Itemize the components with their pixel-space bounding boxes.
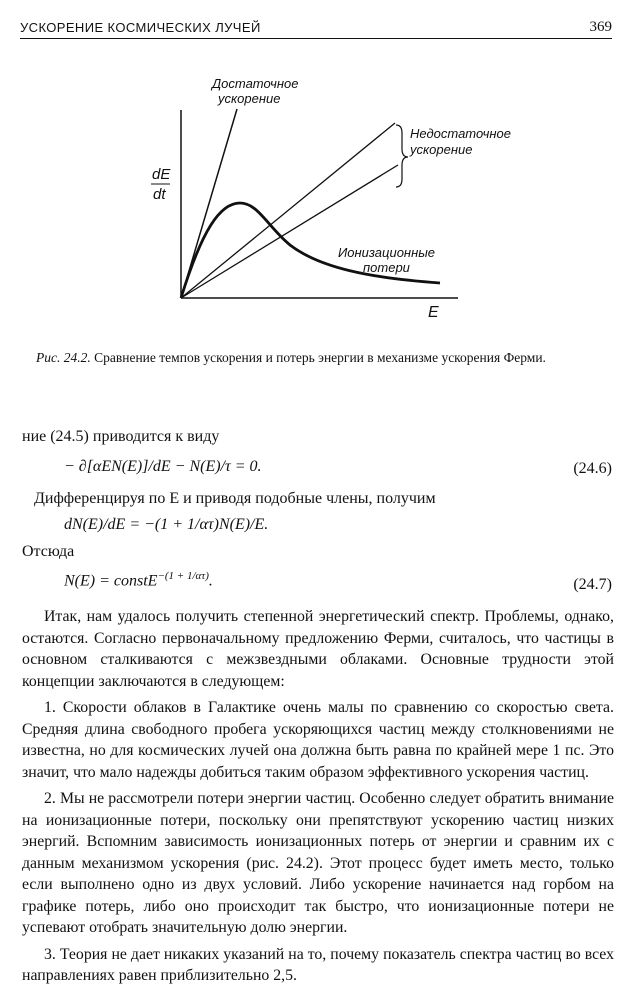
- label-ionization-1: Ионизационные: [338, 245, 436, 260]
- figure-caption: [36, 349, 596, 367]
- y-label-bottom: dt: [153, 186, 166, 203]
- page-number: 369: [589, 19, 612, 35]
- paragraph-2: 1. Скорости облаков в Галактике очень малы по сравнению со скоростью света. Средняя длина свободного пробега ускоряющихся частиц между столкновениями не известна, но для космических лучей она должна быть равна по крайней мере 1 пс. Это значит, что мало надежды добиться таким образом эффективного ускорения частиц.: [22, 699, 614, 781]
- equation-24-7: [64, 570, 213, 590]
- x-label: E: [428, 304, 439, 321]
- hence-text: Отсюда: [22, 543, 75, 560]
- paragraph-1: Итак, нам удалось получить степенной энергетический спектр. Проблемы, однако, остаются. Согласно первоначальному предложению Ферми, считалось, что частицы в основном сталкиваются с межзвездными облаками. Основные трудности этой концепции заключаются в следующем:: [22, 608, 614, 690]
- label-insufficient-1: Недостаточное: [410, 126, 511, 141]
- differentiation-text: Дифференцируя по E и приводя подобные члены, получим: [34, 490, 436, 507]
- paragraph-3: 2. Мы не рассмотрели потери энергии частиц. Особенно следует обратить внимание на ионизационные потери, поскольку они препятствуют ускорению частиц низких энергий. Вспомним зависимость ионизационных потерь от энергии и сравним их с данным механизмом ускорения (рис. 24.2). Этот процесс будет иметь место, только если выполнено одно из двух условий. Либо ускорение начинается над горбом на графике потерь, либо оно происходит так быстро, что ионизационные потери не успевают отобрать значительную долю энергии.: [22, 790, 614, 936]
- running-header: [20, 18, 612, 39]
- y-label-top: dE: [152, 166, 171, 183]
- insufficient-acceleration-line-2: [181, 165, 398, 298]
- equation-24-7-exponent: −(1 + 1/ατ): [157, 570, 209, 582]
- equation-number-24-7: (24.7): [573, 576, 612, 593]
- equation-24-7-end: .: [208, 572, 213, 590]
- figure-acceleration-vs-losses: [140, 65, 511, 335]
- paragraph-4: 3. Теория не дает никаких указаний на то, почему показатель спектра частиц во всех направлениях равен приблизительно 2,5.: [22, 945, 614, 984]
- caption-label: Рис. 24.2.: [36, 350, 91, 365]
- equation-dn-de: dN(E)/dE = −(1 + 1/ατ)N(E)/E.: [64, 516, 269, 533]
- equation-number-24-6: (24.6): [573, 460, 612, 477]
- body-paragraphs: [22, 606, 614, 987]
- caption-text: Сравнение темпов ускорения и потерь энергии в механизме ускорения Ферми.: [94, 350, 546, 365]
- intro-text: ние (24.5) приводится к виду: [22, 428, 220, 445]
- running-title: УСКОРЕНИЕ КОСМИЧЕСКИХ ЛУЧЕЙ: [20, 20, 261, 35]
- label-ionization-2: потери: [363, 260, 410, 275]
- label-sufficient-2: ускорение: [218, 91, 281, 106]
- equation-24-6: − ∂[αEN(E)]/dE − N(E)/τ = 0.: [64, 458, 262, 475]
- brace: [396, 125, 408, 187]
- label-sufficient-1: Достаточное: [212, 76, 299, 91]
- label-insufficient-2: ускорение: [410, 142, 473, 157]
- equation-24-7-main: N(E) = constE: [64, 572, 158, 590]
